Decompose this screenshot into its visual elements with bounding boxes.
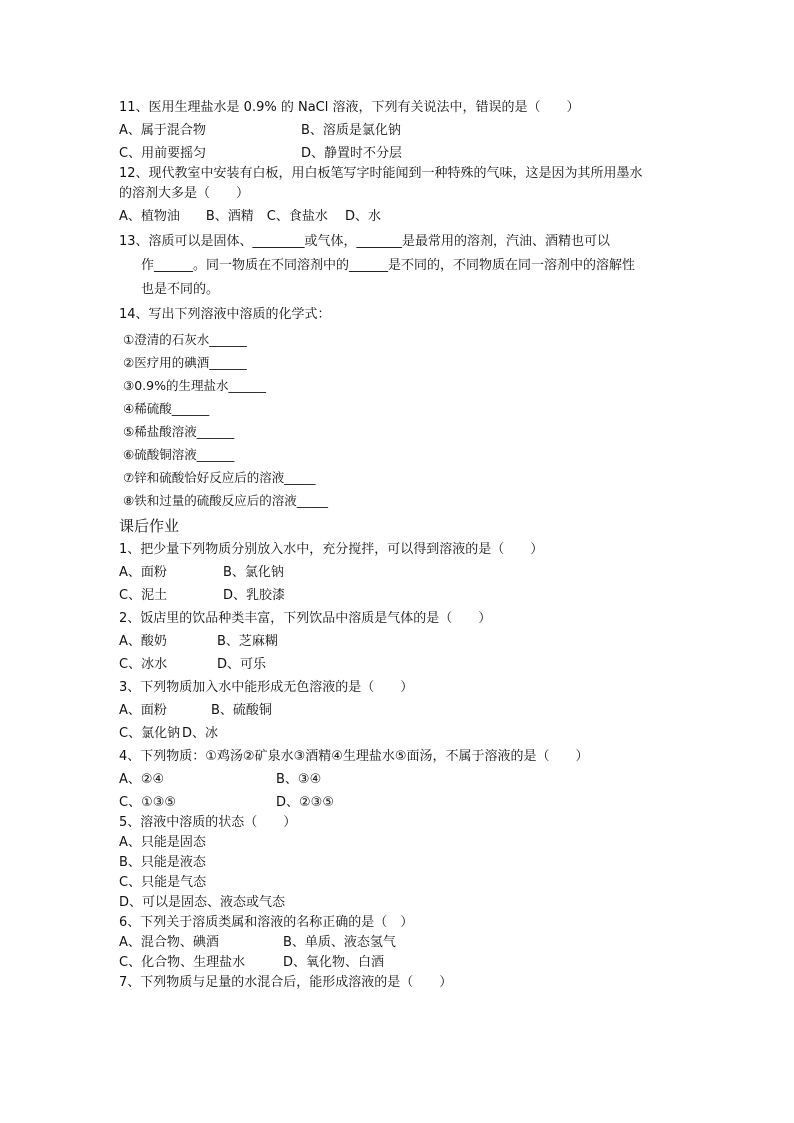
q14-item: ⑥硫酸铜溶液______ [123,447,235,462]
h5-option-b: B、只能是液态 [119,855,206,870]
q14-item: ①澄清的石灰水______ [123,332,247,347]
h3-option-c: C、氯化钠 [119,726,181,741]
h6-options-cd [119,953,689,973]
h1-options-cd [119,586,689,606]
h1-options-ab [119,563,689,583]
q14-item: ⑧铁和过量的硫酸反应后的溶液_____ [123,493,328,508]
q12-stem-line1: 12、现代教室中安装有白板，用白板笔写字时能闻到一种特殊的气味，这是因为其所用墨水 [119,166,643,181]
h3-stem: 3、下列物质加入水中能形成无色溶液的是（ ） [119,680,414,695]
h4-option-b: B、③④ [276,772,322,787]
q11-option-c: C、用前要摇匀 [119,146,207,161]
h5-option-a: A、只能是固态 [119,835,206,850]
h1-option-a: A、面粉 [119,565,167,580]
q13-line1: 13、溶质可以是固体、________或气体，_______是最常用的溶剂，汽油、酒精也可以 [119,234,611,249]
h3-options-cd [119,724,689,744]
q11-option-d: D、静置时不分层 [301,146,403,161]
h4-option-a: A、②④ [119,772,165,787]
h6-option-a: A、混合物、碘酒 [119,935,219,950]
h1-option-d: D、乳胶漆 [223,588,286,603]
q12-stem-line2: 的溶剂大多是（ ） [119,186,250,201]
q11-option-a: A、属于混合物 [119,123,206,138]
h2-option-d: D、可乐 [217,657,267,672]
h3-option-a: A、面粉 [119,703,167,718]
q13-line3: 也是不同的。 [141,282,220,297]
h7-stem: 7、下列物质与足量的水混合后，能形成溶液的是（ ） [119,975,453,990]
h1-option-c: C、泥土 [119,588,168,603]
h5-option-c: C、只能是气态 [119,875,207,890]
h6-option-d: D、氧化物、白酒 [283,955,385,970]
h6-option-c: C、化合物、生理盐水 [119,955,246,970]
q14-item: ③0.9%的生理盐水______ [123,378,266,393]
h2-option-c: C、冰水 [119,657,168,672]
worksheet-page [119,98,689,993]
h5-stem: 5、溶液中溶质的状态（ ） [119,815,297,830]
h4-options-cd [119,793,689,813]
h3-option-b: B、硫酸铜 [211,703,272,718]
q11-options-ab [119,121,689,141]
h1-option-b: B、氯化钠 [223,565,284,580]
q11-stem: 11、医用生理盐水是 0.9% 的 NaCl 溶液，下列有关说法中，错误的是（ ） [119,100,580,115]
q14-item: ⑦锌和硫酸恰好反应后的溶液_____ [123,470,316,485]
h2-option-a: A、酸奶 [119,634,167,649]
h2-options-ab [119,632,689,652]
q14-item: ②医疗用的碘酒______ [123,355,247,370]
h4-option-c: C、①③⑤ [119,795,177,810]
q12-options: A、植物油 B、酒精 C、食盐水 D、水 [119,209,382,224]
h2-options-cd [119,655,689,675]
h4-options-ab [119,770,689,790]
h6-option-b: B、单质、液态氢气 [283,935,396,950]
q13-line2: 作______。同一物质在不同溶剂中的______是不同的，不同物质在同一溶剂中的溶解性 [141,258,636,273]
h5-option-d: D、可以是固态、液态或气态 [119,895,286,910]
q14-stem: 14、写出下列溶液中溶质的化学式： [119,307,331,322]
h3-options-ab [119,701,689,721]
q14-item: ④稀硫酸______ [123,401,210,416]
h3-option-d: D、冰 [182,726,219,741]
section-title: 课后作业 [119,517,180,535]
q11-option-b: B、溶质是氯化钠 [301,123,401,138]
h2-option-b: B、芝麻糊 [217,634,278,649]
h1-stem: 1、把少量下列物质分别放入水中，充分搅拌，可以得到溶液的是（ ） [119,542,544,557]
q11-options-cd [119,144,689,164]
h2-stem: 2、饭店里的饮品种类丰富，下列饮品中溶质是气体的是（ ） [119,611,492,626]
h6-options-ab [119,933,689,953]
h4-option-d: D、②③⑤ [276,795,334,810]
h4-stem: 4、下列物质：①鸡汤②矿泉水③酒精④生理盐水⑤面汤，不属于溶液的是（ ） [119,749,589,764]
q14-item: ⑤稀盐酸溶液______ [123,424,235,439]
h6-stem: 6、下列关于溶质类属和溶液的名称正确的是（ ） [119,915,414,930]
